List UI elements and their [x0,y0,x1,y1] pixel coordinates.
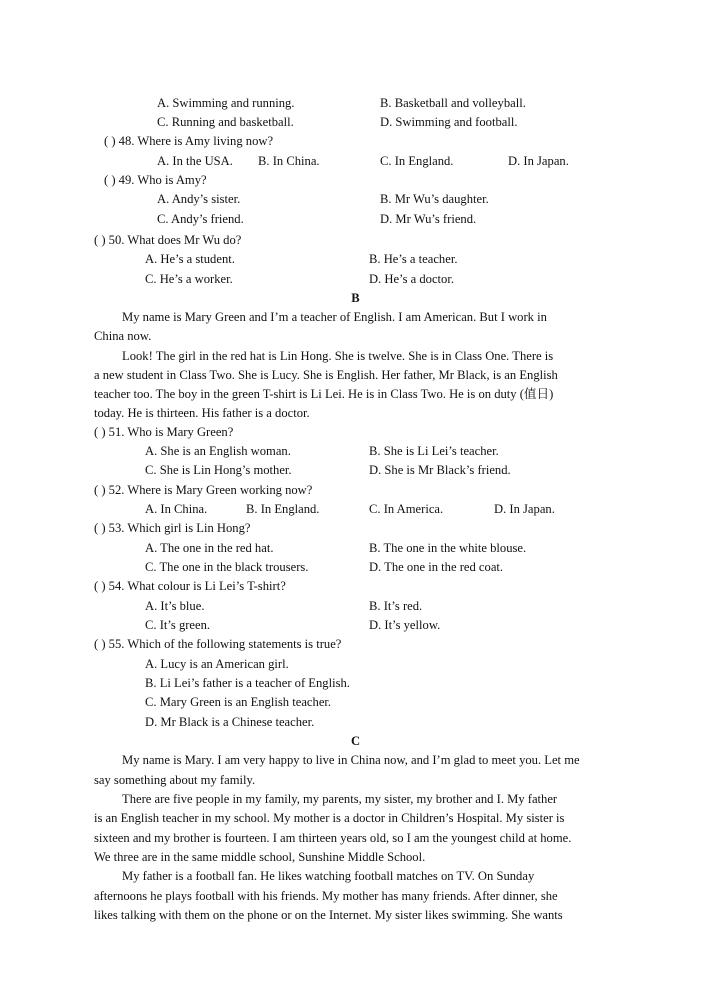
section-c-heading: C [350,734,361,748]
q48-option-c: C. In England. [380,154,454,168]
q50-option-a: A. He’s a student. [145,252,235,266]
q52-option-b: B. In England. [246,502,320,516]
section-b-heading: B [351,291,360,305]
q49-option-c: C. Andy’s friend. [157,212,244,226]
q52-stem: ( ) 52. Where is Mary Green working now? [94,483,313,497]
q50-option-d: D. He’s a doctor. [369,272,454,286]
q52-option-d: D. In Japan. [494,502,555,516]
q54-option-b: B. It’s red. [369,599,423,613]
q47-option-a: A. Swimming and running. [157,96,295,110]
q49-option-d: D. Mr Wu’s friend. [380,212,477,226]
q51-option-a: A. She is an English woman. [145,444,291,458]
q55-option-a: A. Lucy is an American girl. [145,657,289,671]
q50-option-b: B. He’s a teacher. [369,252,458,266]
q54-option-a: A. It’s blue. [145,599,205,613]
q54-option-c: C. It’s green. [145,618,211,632]
q48-option-b: B. In China. [258,154,320,168]
q53-option-d: D. The one in the red coat. [369,560,504,574]
section-b-p2-line2: a new student in Class Two. She is Lucy. She is English. Her father, Mr Black, is an English [94,368,558,382]
q55-option-d: D. Mr Black is a Chinese teacher. [145,715,315,729]
q55-option-c: C. Mary Green is an English teacher. [145,695,332,709]
q47-option-c: C. Running and basketball. [157,115,294,129]
q53-stem: ( ) 53. Which girl is Lin Hong? [94,521,251,535]
section-c-p3-line2: afternoons he plays football with his friends. My mother has many friends. After dinner, she [94,889,558,903]
q51-option-b: B. She is Li Lei’s teacher. [369,444,499,458]
q55-option-b: B. Li Lei’s father is a teacher of English. [145,676,350,690]
section-c-p1-line1: My name is Mary. I am very happy to live in China now, and I’m glad to meet you. Let me [122,753,580,767]
q50-stem: ( ) 50. What does Mr Wu do? [94,233,242,247]
section-c-p2-line1: There are five people in my family, my parents, my sister, my brother and I. My father [122,792,558,806]
section-b-p1-line2: China now. [94,329,152,343]
q47-option-d: D. Swimming and football. [380,115,518,129]
section-b-p2-line1: Look! The girl in the red hat is Lin Hong. She is twelve. She is in Class One. There is [122,349,554,363]
section-c-p2-line4: We three are in the same middle school, Sunshine Middle School. [94,850,426,864]
q48-option-a: A. In the USA. [157,154,233,168]
section-c-p1-line2: say something about my family. [94,773,256,787]
q53-option-b: B. The one in the white blouse. [369,541,527,555]
q51-option-c: C. She is Lin Hong’s mother. [145,463,292,477]
q53-option-c: C. The one in the black trousers. [145,560,309,574]
q54-stem: ( ) 54. What colour is Li Lei’s T-shirt? [94,579,286,593]
section-b-p2-line4: today. He is thirteen. His father is a doctor. [94,406,310,420]
q51-stem: ( ) 51. Who is Mary Green? [94,425,234,439]
q48-option-d: D. In Japan. [508,154,569,168]
q51-option-d: D. She is Mr Black’s friend. [369,463,511,477]
section-c-p2-line3: sixteen and my brother is fourteen. I am thirteen years old, so I am the youngest child at home. [94,831,572,845]
section-b-p1-line1: My name is Mary Green and I’m a teacher of English. I am American. But I work in [122,310,547,324]
q52-option-c: C. In America. [369,502,444,516]
section-b-p2-line3: teacher too. The boy in the green T-shirt is Li Lei. He is in Class Two. He is on duty (值日) [94,387,554,401]
section-c-p3-line1: My father is a football fan. He likes watching football matches on TV. On Sunday [122,869,535,883]
q49-option-b: B. Mr Wu’s daughter. [380,192,489,206]
q53-option-a: A. The one in the red hat. [145,541,274,555]
section-c-p3-line3: likes talking with them on the phone or on the Internet. My sister likes swimming. She wants [94,908,563,922]
q49-option-a: A. Andy’s sister. [157,192,241,206]
q55-stem: ( ) 55. Which of the following statements is true? [94,637,342,651]
section-c-p2-line2: is an English teacher in my school. My mother is a doctor in Children’s Hospital. My sister is [94,811,565,825]
q54-option-d: D. It’s yellow. [369,618,441,632]
q52-option-a: A. In China. [145,502,208,516]
q47-option-b: B. Basketball and volleyball. [380,96,526,110]
q48-stem: ( ) 48. Where is Amy living now? [104,134,274,148]
q50-option-c: C. He’s a worker. [145,272,233,286]
q49-stem: ( ) 49. Who is Amy? [104,173,207,187]
